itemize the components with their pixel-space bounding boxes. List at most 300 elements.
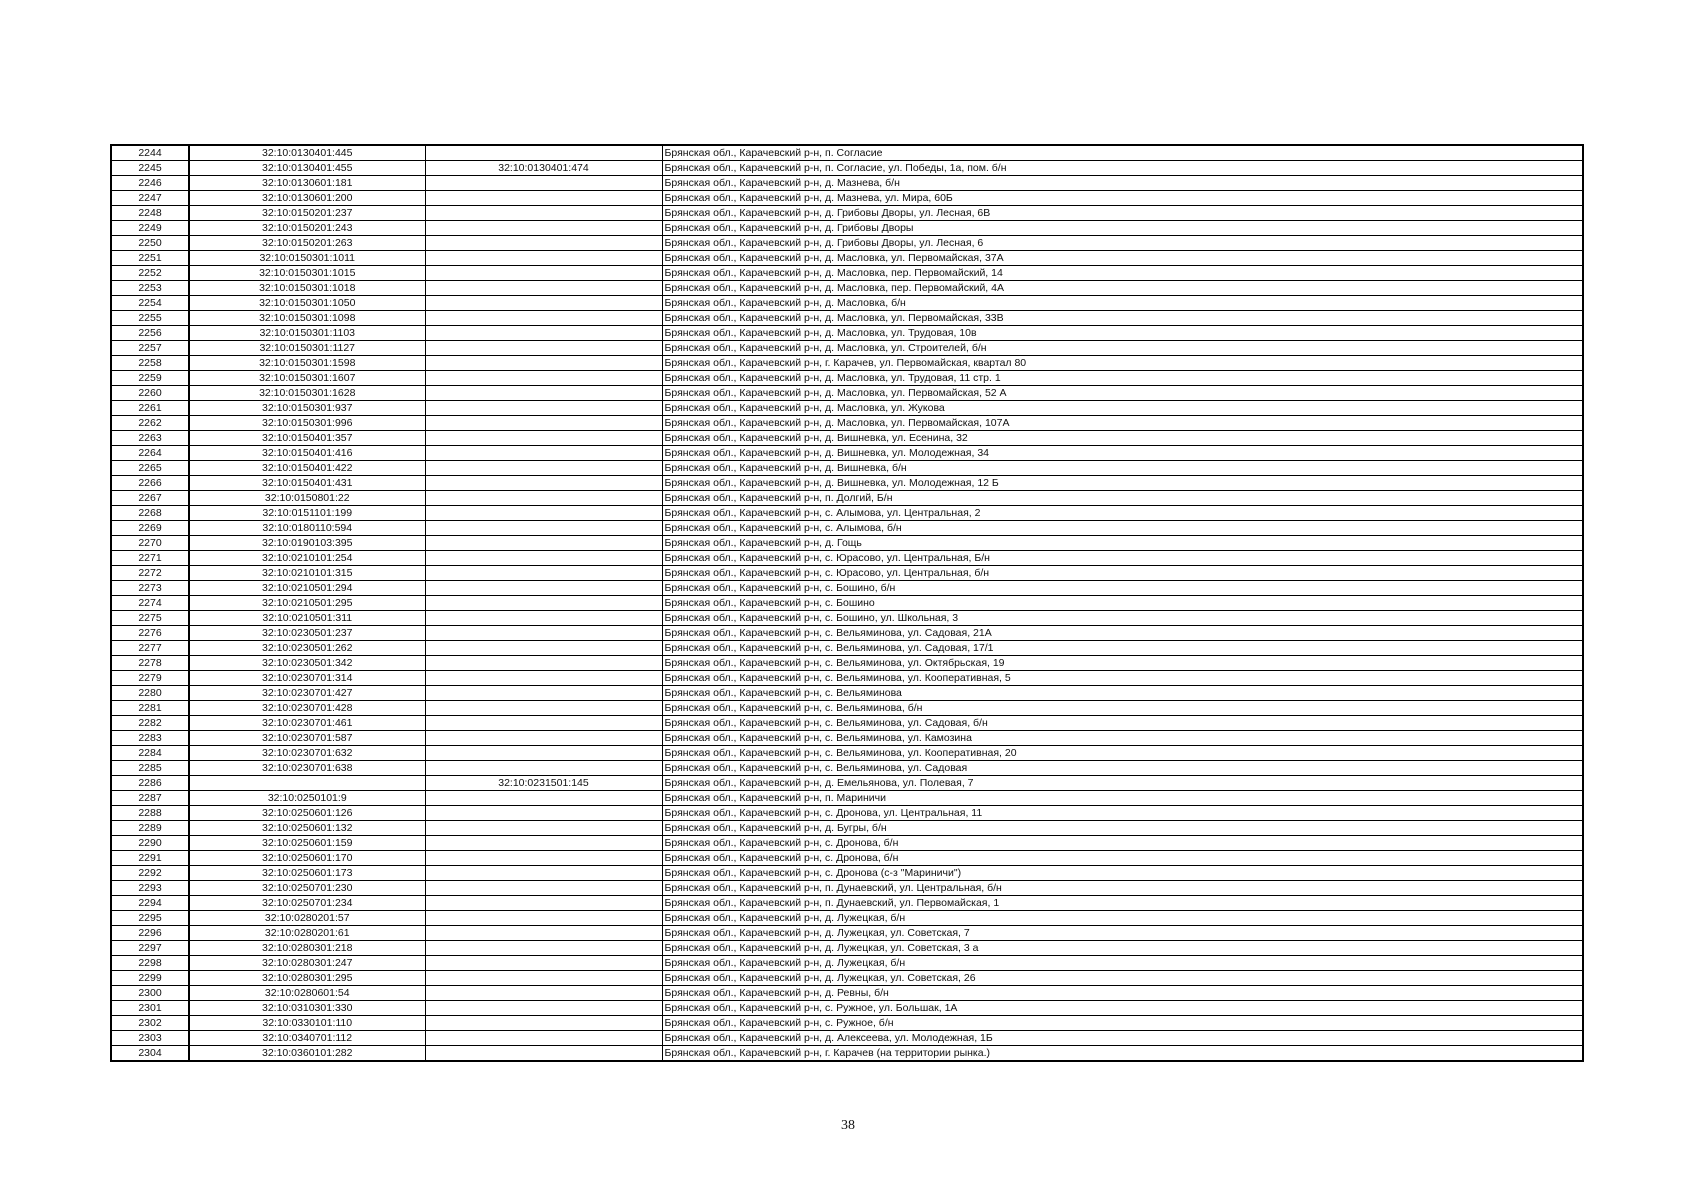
address-cell: Брянская обл., Карачевский р-н, д. Мазнева, б/н <box>662 176 1583 191</box>
table-row <box>111 656 1583 671</box>
address-cell: Брянская обл., Карачевский р-н, д. Лужецкая, б/н <box>662 911 1583 926</box>
address-cell: Брянская обл., Карачевский р-н, д. Бугры, б/н <box>662 821 1583 836</box>
address-cell: Брянская обл., Карачевский р-н, с. Вельяминова, ул. Октябрьская, 19 <box>662 656 1583 671</box>
cadastral-number-cell: 32:10:0150301:937 <box>189 401 425 416</box>
row-number-cell: 2287 <box>111 791 189 806</box>
row-number-cell: 2270 <box>111 536 189 551</box>
related-cadastral-number-cell <box>425 145 662 161</box>
row-number-cell: 2278 <box>111 656 189 671</box>
table-row <box>111 1046 1583 1062</box>
row-number-cell: 2285 <box>111 761 189 776</box>
related-cadastral-number-cell <box>425 551 662 566</box>
related-cadastral-number-cell <box>425 956 662 971</box>
related-cadastral-number-cell <box>425 446 662 461</box>
related-cadastral-number-cell <box>425 671 662 686</box>
address-cell: Брянская обл., Карачевский р-н, г. Карачев (на территории рынка.) <box>662 1046 1583 1062</box>
address-cell: Брянская обл., Карачевский р-н, д. Масловка, ул. Первомайская, 33В <box>662 311 1583 326</box>
related-cadastral-number-cell <box>425 431 662 446</box>
row-number-cell: 2251 <box>111 251 189 266</box>
cadastral-number-cell: 32:10:0150301:1015 <box>189 266 425 281</box>
row-number-cell: 2269 <box>111 521 189 536</box>
table-row <box>111 821 1583 836</box>
cadastral-number-cell: 32:10:0310301:330 <box>189 1001 425 1016</box>
row-number-cell: 2254 <box>111 296 189 311</box>
cadastral-number-cell: 32:10:0130401:445 <box>189 145 425 161</box>
row-number-cell: 2296 <box>111 926 189 941</box>
cadastral-number-cell: 32:10:0360101:282 <box>189 1046 425 1062</box>
row-number-cell: 2265 <box>111 461 189 476</box>
row-number-cell: 2274 <box>111 596 189 611</box>
table-row <box>111 266 1583 281</box>
row-number-cell: 2253 <box>111 281 189 296</box>
row-number-cell: 2297 <box>111 941 189 956</box>
cadastral-number-cell: 32:10:0250601:173 <box>189 866 425 881</box>
address-cell: Брянская обл., Карачевский р-н, п. Согласие, ул. Победы, 1а, пом. б/н <box>662 161 1583 176</box>
cadastral-number-cell: 32:10:0150301:1098 <box>189 311 425 326</box>
row-number-cell: 2304 <box>111 1046 189 1062</box>
row-number-cell: 2280 <box>111 686 189 701</box>
table-row <box>111 371 1583 386</box>
related-cadastral-number-cell: 32:10:0130401:474 <box>425 161 662 176</box>
related-cadastral-number-cell <box>425 191 662 206</box>
row-number-cell: 2282 <box>111 716 189 731</box>
related-cadastral-number-cell <box>425 866 662 881</box>
cadastral-number-cell: 32:10:0210101:315 <box>189 566 425 581</box>
row-number-cell: 2267 <box>111 491 189 506</box>
related-cadastral-number-cell <box>425 326 662 341</box>
registry-table-body <box>111 145 1583 1061</box>
cadastral-number-cell: 32:10:0210501:295 <box>189 596 425 611</box>
row-number-cell: 2290 <box>111 836 189 851</box>
address-cell: Брянская обл., Карачевский р-н, с. Алымова, б/н <box>662 521 1583 536</box>
address-cell: Брянская обл., Карачевский р-н, д. Гощь <box>662 536 1583 551</box>
related-cadastral-number-cell <box>425 491 662 506</box>
related-cadastral-number-cell <box>425 836 662 851</box>
table-row <box>111 491 1583 506</box>
cadastral-number-cell: 32:10:0150301:1103 <box>189 326 425 341</box>
table-row <box>111 806 1583 821</box>
related-cadastral-number-cell <box>425 761 662 776</box>
row-number-cell: 2256 <box>111 326 189 341</box>
address-cell: Брянская обл., Карачевский р-н, д. Масловка, ул. Первомайская, 52 А <box>662 386 1583 401</box>
related-cadastral-number-cell <box>425 281 662 296</box>
table-row <box>111 221 1583 236</box>
related-cadastral-number-cell <box>425 416 662 431</box>
table-row <box>111 641 1583 656</box>
address-cell: Брянская обл., Карачевский р-н, д. Грибовы Дворы, ул. Лесная, 6В <box>662 206 1583 221</box>
address-cell: Брянская обл., Карачевский р-н, д. Масловка, пер. Первомайский, 14 <box>662 266 1583 281</box>
related-cadastral-number-cell <box>425 686 662 701</box>
row-number-cell: 2263 <box>111 431 189 446</box>
address-cell: Брянская обл., Карачевский р-н, п. Согласие <box>662 145 1583 161</box>
row-number-cell: 2249 <box>111 221 189 236</box>
related-cadastral-number-cell <box>425 356 662 371</box>
table-row <box>111 761 1583 776</box>
row-number-cell: 2259 <box>111 371 189 386</box>
cadastral-number-cell: 32:10:0130401:455 <box>189 161 425 176</box>
table-row <box>111 716 1583 731</box>
cadastral-number-cell: 32:10:0250101:9 <box>189 791 425 806</box>
address-cell: Брянская обл., Карачевский р-н, д. Лужецкая, ул. Советская, 26 <box>662 971 1583 986</box>
cadastral-number-cell: 32:10:0190103:395 <box>189 536 425 551</box>
cadastral-number-cell: 32:10:0230701:427 <box>189 686 425 701</box>
table-row <box>111 701 1583 716</box>
address-cell: Брянская обл., Карачевский р-н, с. Дронова (с-з "Мариничи") <box>662 866 1583 881</box>
related-cadastral-number-cell <box>425 506 662 521</box>
table-row <box>111 476 1583 491</box>
address-cell: Брянская обл., Карачевский р-н, д. Масловка, ул. Первомайская, 37А <box>662 251 1583 266</box>
cadastral-number-cell: 32:10:0230701:632 <box>189 746 425 761</box>
address-cell: Брянская обл., Карачевский р-н, с. Дронова, б/н <box>662 836 1583 851</box>
address-cell: Брянская обл., Карачевский р-н, с. Вельяминова <box>662 686 1583 701</box>
cadastral-number-cell: 32:10:0230701:461 <box>189 716 425 731</box>
row-number-cell: 2302 <box>111 1016 189 1031</box>
cadastral-number-cell: 32:10:0130601:200 <box>189 191 425 206</box>
address-cell: Брянская обл., Карачевский р-н, с. Вельяминова, ул. Садовая, 21А <box>662 626 1583 641</box>
related-cadastral-number-cell <box>425 476 662 491</box>
related-cadastral-number-cell <box>425 296 662 311</box>
cadastral-number-cell: 32:10:0130601:181 <box>189 176 425 191</box>
related-cadastral-number-cell <box>425 986 662 1001</box>
page-number: 38 <box>841 1118 855 1133</box>
row-number-cell: 2281 <box>111 701 189 716</box>
cadastral-number-cell: 32:10:0150201:237 <box>189 206 425 221</box>
address-cell: Брянская обл., Карачевский р-н, г. Карачев, ул. Первомайская, квартал 80 <box>662 356 1583 371</box>
related-cadastral-number-cell <box>425 881 662 896</box>
table-row <box>111 311 1583 326</box>
cadastral-number-cell: 32:10:0230701:428 <box>189 701 425 716</box>
table-row <box>111 386 1583 401</box>
related-cadastral-number-cell <box>425 611 662 626</box>
related-cadastral-number-cell <box>425 1001 662 1016</box>
table-row <box>111 251 1583 266</box>
row-number-cell: 2273 <box>111 581 189 596</box>
row-number-cell: 2279 <box>111 671 189 686</box>
row-number-cell: 2246 <box>111 176 189 191</box>
registry-table <box>110 144 1584 1062</box>
address-cell: Брянская обл., Карачевский р-н, с. Юрасово, ул. Центральная, б/н <box>662 566 1583 581</box>
table-row <box>111 791 1583 806</box>
address-cell: Брянская обл., Карачевский р-н, д. Масловка, ул. Жукова <box>662 401 1583 416</box>
row-number-cell: 2301 <box>111 1001 189 1016</box>
row-number-cell: 2247 <box>111 191 189 206</box>
cadastral-number-cell: 32:10:0150401:422 <box>189 461 425 476</box>
address-cell: Брянская обл., Карачевский р-н, с. Вельяминова, б/н <box>662 701 1583 716</box>
related-cadastral-number-cell <box>425 206 662 221</box>
table-row <box>111 836 1583 851</box>
table-row <box>111 866 1583 881</box>
cadastral-number-cell <box>189 776 425 791</box>
address-cell: Брянская обл., Карачевский р-н, п. Дунаевский, ул. Первомайская, 1 <box>662 896 1583 911</box>
address-cell: Брянская обл., Карачевский р-н, с. Вельяминова, ул. Кооперативная, 5 <box>662 671 1583 686</box>
row-number-cell: 2264 <box>111 446 189 461</box>
address-cell: Брянская обл., Карачевский р-н, д. Ревны, б/н <box>662 986 1583 1001</box>
row-number-cell: 2288 <box>111 806 189 821</box>
row-number-cell: 2289 <box>111 821 189 836</box>
address-cell: Брянская обл., Карачевский р-н, п. Мариничи <box>662 791 1583 806</box>
table-row <box>111 206 1583 221</box>
cadastral-number-cell: 32:10:0280601:54 <box>189 986 425 1001</box>
related-cadastral-number-cell <box>425 731 662 746</box>
table-row <box>111 1031 1583 1046</box>
cadastral-number-cell: 32:10:0150301:1011 <box>189 251 425 266</box>
address-cell: Брянская обл., Карачевский р-н, д. Масловка, б/н <box>662 296 1583 311</box>
row-number-cell: 2283 <box>111 731 189 746</box>
related-cadastral-number-cell <box>425 1046 662 1062</box>
related-cadastral-number-cell <box>425 221 662 236</box>
table-row <box>111 356 1583 371</box>
row-number-cell: 2261 <box>111 401 189 416</box>
related-cadastral-number-cell <box>425 461 662 476</box>
address-cell: Брянская обл., Карачевский р-н, д. Мазнева, ул. Мира, 60Б <box>662 191 1583 206</box>
table-row <box>111 461 1583 476</box>
related-cadastral-number-cell <box>425 401 662 416</box>
table-row <box>111 416 1583 431</box>
related-cadastral-number-cell <box>425 311 662 326</box>
address-cell: Брянская обл., Карачевский р-н, с. Вельяминова, ул. Камозина <box>662 731 1583 746</box>
cadastral-number-cell: 32:10:0230701:638 <box>189 761 425 776</box>
related-cadastral-number-cell <box>425 806 662 821</box>
row-number-cell: 2292 <box>111 866 189 881</box>
table-row <box>111 746 1583 761</box>
related-cadastral-number-cell <box>425 386 662 401</box>
table-row <box>111 926 1583 941</box>
address-cell: Брянская обл., Карачевский р-н, д. Масловка, пер. Первомайский, 4А <box>662 281 1583 296</box>
table-row <box>111 566 1583 581</box>
address-cell: Брянская обл., Карачевский р-н, с. Ружное, б/н <box>662 1016 1583 1031</box>
table-row <box>111 956 1583 971</box>
related-cadastral-number-cell <box>425 971 662 986</box>
row-number-cell: 2284 <box>111 746 189 761</box>
address-cell: Брянская обл., Карачевский р-н, с. Бошино <box>662 596 1583 611</box>
table-row <box>111 596 1583 611</box>
address-cell: Брянская обл., Карачевский р-н, п. Долгий, Б/н <box>662 491 1583 506</box>
cadastral-number-cell: 32:10:0150201:243 <box>189 221 425 236</box>
table-row <box>111 551 1583 566</box>
cadastral-number-cell: 32:10:0151101:199 <box>189 506 425 521</box>
row-number-cell: 2266 <box>111 476 189 491</box>
cadastral-number-cell: 32:10:0280201:61 <box>189 926 425 941</box>
cadastral-number-cell: 32:10:0250601:170 <box>189 851 425 866</box>
related-cadastral-number-cell <box>425 371 662 386</box>
cadastral-number-cell: 32:10:0230501:262 <box>189 641 425 656</box>
table-row <box>111 671 1583 686</box>
table-row <box>111 686 1583 701</box>
address-cell: Брянская обл., Карачевский р-н, с. Вельяминова, ул. Садовая <box>662 761 1583 776</box>
cadastral-number-cell: 32:10:0280301:218 <box>189 941 425 956</box>
table-row <box>111 611 1583 626</box>
table-row <box>111 911 1583 926</box>
address-cell: Брянская обл., Карачевский р-н, д. Масловка, ул. Первомайская, 107А <box>662 416 1583 431</box>
address-cell: Брянская обл., Карачевский р-н, д. Емельянова, ул. Полевая, 7 <box>662 776 1583 791</box>
cadastral-number-cell: 32:10:0210501:294 <box>189 581 425 596</box>
address-cell: Брянская обл., Карачевский р-н, с. Вельяминова, ул. Садовая, б/н <box>662 716 1583 731</box>
table-row <box>111 776 1583 791</box>
cadastral-number-cell: 32:10:0280301:247 <box>189 956 425 971</box>
related-cadastral-number-cell <box>425 626 662 641</box>
table-row <box>111 1001 1583 1016</box>
address-cell: Брянская обл., Карачевский р-н, д. Вишневка, ул. Молодежная, 12 Б <box>662 476 1583 491</box>
cadastral-number-cell: 32:10:0210101:254 <box>189 551 425 566</box>
address-cell: Брянская обл., Карачевский р-н, д. Вишневка, ул. Есенина, 32 <box>662 431 1583 446</box>
cadastral-number-cell: 32:10:0250701:234 <box>189 896 425 911</box>
cadastral-number-cell: 32:10:0330101:110 <box>189 1016 425 1031</box>
row-number-cell: 2303 <box>111 1031 189 1046</box>
cadastral-number-cell: 32:10:0150401:431 <box>189 476 425 491</box>
row-number-cell: 2244 <box>111 145 189 161</box>
related-cadastral-number-cell <box>425 941 662 956</box>
cadastral-number-cell: 32:10:0150301:1050 <box>189 296 425 311</box>
related-cadastral-number-cell <box>425 566 662 581</box>
table-row <box>111 971 1583 986</box>
row-number-cell: 2250 <box>111 236 189 251</box>
related-cadastral-number-cell <box>425 266 662 281</box>
cadastral-number-cell: 32:10:0150301:996 <box>189 416 425 431</box>
row-number-cell: 2276 <box>111 626 189 641</box>
row-number-cell: 2275 <box>111 611 189 626</box>
row-number-cell: 2248 <box>111 206 189 221</box>
cadastral-number-cell: 32:10:0150201:263 <box>189 236 425 251</box>
related-cadastral-number-cell <box>425 911 662 926</box>
cadastral-number-cell: 32:10:0230701:314 <box>189 671 425 686</box>
cadastral-number-cell: 32:10:0150301:1607 <box>189 371 425 386</box>
related-cadastral-number-cell: 32:10:0231501:145 <box>425 776 662 791</box>
cadastral-number-cell: 32:10:0250601:132 <box>189 821 425 836</box>
related-cadastral-number-cell <box>425 821 662 836</box>
row-number-cell: 2268 <box>111 506 189 521</box>
cadastral-number-cell: 32:10:0150301:1018 <box>189 281 425 296</box>
table-row <box>111 521 1583 536</box>
address-cell: Брянская обл., Карачевский р-н, д. Масловка, ул. Трудовая, 11 стр. 1 <box>662 371 1583 386</box>
table-row <box>111 145 1583 161</box>
table-row <box>111 986 1583 1001</box>
cadastral-number-cell: 32:10:0250601:126 <box>189 806 425 821</box>
related-cadastral-number-cell <box>425 791 662 806</box>
cadastral-number-cell: 32:10:0150401:416 <box>189 446 425 461</box>
cadastral-number-cell: 32:10:0210501:311 <box>189 611 425 626</box>
table-row <box>111 1016 1583 1031</box>
address-cell: Брянская обл., Карачевский р-н, с. Дронова, ул. Центральная, 11 <box>662 806 1583 821</box>
related-cadastral-number-cell <box>425 641 662 656</box>
table-row <box>111 281 1583 296</box>
cadastral-number-cell: 32:10:0230501:237 <box>189 626 425 641</box>
related-cadastral-number-cell <box>425 926 662 941</box>
row-number-cell: 2245 <box>111 161 189 176</box>
table-row <box>111 626 1583 641</box>
address-cell: Брянская обл., Карачевский р-н, д. Грибовы Дворы <box>662 221 1583 236</box>
row-number-cell: 2293 <box>111 881 189 896</box>
row-number-cell: 2260 <box>111 386 189 401</box>
cadastral-number-cell: 32:10:0150301:1628 <box>189 386 425 401</box>
address-cell: Брянская обл., Карачевский р-н, с. Дронова, б/н <box>662 851 1583 866</box>
address-cell: Брянская обл., Карачевский р-н, с. Бошино, ул. Школьная, 3 <box>662 611 1583 626</box>
related-cadastral-number-cell <box>425 596 662 611</box>
address-cell: Брянская обл., Карачевский р-н, д. Лужецкая, б/н <box>662 956 1583 971</box>
related-cadastral-number-cell <box>425 656 662 671</box>
related-cadastral-number-cell <box>425 716 662 731</box>
cadastral-number-cell: 32:10:0150801:22 <box>189 491 425 506</box>
row-number-cell: 2291 <box>111 851 189 866</box>
table-row <box>111 896 1583 911</box>
related-cadastral-number-cell <box>425 251 662 266</box>
table-row <box>111 446 1583 461</box>
table-row <box>111 161 1583 176</box>
table-row <box>111 536 1583 551</box>
table-row <box>111 296 1583 311</box>
related-cadastral-number-cell <box>425 536 662 551</box>
row-number-cell: 2258 <box>111 356 189 371</box>
table-row <box>111 191 1583 206</box>
table-row <box>111 326 1583 341</box>
cadastral-number-cell: 32:10:0280201:57 <box>189 911 425 926</box>
address-cell: Брянская обл., Карачевский р-н, д. Вишневка, б/н <box>662 461 1583 476</box>
related-cadastral-number-cell <box>425 746 662 761</box>
row-number-cell: 2294 <box>111 896 189 911</box>
related-cadastral-number-cell <box>425 851 662 866</box>
cadastral-number-cell: 32:10:0250601:159 <box>189 836 425 851</box>
table-row <box>111 401 1583 416</box>
cadastral-number-cell: 32:10:0150301:1598 <box>189 356 425 371</box>
table-row <box>111 881 1583 896</box>
address-cell: Брянская обл., Карачевский р-н, с. Алымова, ул. Центральная, 2 <box>662 506 1583 521</box>
table-row <box>111 236 1583 251</box>
related-cadastral-number-cell <box>425 341 662 356</box>
row-number-cell: 2299 <box>111 971 189 986</box>
row-number-cell: 2300 <box>111 986 189 1001</box>
address-cell: Брянская обл., Карачевский р-н, д. Грибовы Дворы, ул. Лесная, 6 <box>662 236 1583 251</box>
related-cadastral-number-cell <box>425 236 662 251</box>
address-cell: Брянская обл., Карачевский р-н, с. Юрасово, ул. Центральная, Б/н <box>662 551 1583 566</box>
cadastral-number-cell: 32:10:0180110:594 <box>189 521 425 536</box>
row-number-cell: 2277 <box>111 641 189 656</box>
cadastral-number-cell: 32:10:0230701:587 <box>189 731 425 746</box>
row-number-cell: 2271 <box>111 551 189 566</box>
cadastral-number-cell: 32:10:0250701:230 <box>189 881 425 896</box>
cadastral-number-cell: 32:10:0280301:295 <box>189 971 425 986</box>
table-row <box>111 581 1583 596</box>
related-cadastral-number-cell <box>425 1031 662 1046</box>
related-cadastral-number-cell <box>425 581 662 596</box>
address-cell: Брянская обл., Карачевский р-н, д. Лужецкая, ул. Советская, 3 а <box>662 941 1583 956</box>
row-number-cell: 2257 <box>111 341 189 356</box>
row-number-cell: 2255 <box>111 311 189 326</box>
table-row <box>111 431 1583 446</box>
table-row <box>111 851 1583 866</box>
cadastral-number-cell: 32:10:0150401:357 <box>189 431 425 446</box>
table-row <box>111 176 1583 191</box>
row-number-cell: 2252 <box>111 266 189 281</box>
cadastral-number-cell: 32:10:0230501:342 <box>189 656 425 671</box>
table-row <box>111 731 1583 746</box>
cadastral-number-cell: 32:10:0340701:112 <box>189 1031 425 1046</box>
address-cell: Брянская обл., Карачевский р-н, с. Вельяминова, ул. Садовая, 17/1 <box>662 641 1583 656</box>
table-row <box>111 506 1583 521</box>
related-cadastral-number-cell <box>425 521 662 536</box>
address-cell: Брянская обл., Карачевский р-н, д. Вишневка, ул. Молодежная, 34 <box>662 446 1583 461</box>
address-cell: Брянская обл., Карачевский р-н, п. Дунаевский, ул. Центральная, б/н <box>662 881 1583 896</box>
address-cell: Брянская обл., Карачевский р-н, д. Алексеева, ул. Молодежная, 1Б <box>662 1031 1583 1046</box>
related-cadastral-number-cell <box>425 1016 662 1031</box>
row-number-cell: 2298 <box>111 956 189 971</box>
address-cell: Брянская обл., Карачевский р-н, с. Вельяминова, ул. Кооперативная, 20 <box>662 746 1583 761</box>
related-cadastral-number-cell <box>425 176 662 191</box>
row-number-cell: 2262 <box>111 416 189 431</box>
address-cell: Брянская обл., Карачевский р-н, с. Бошино, б/н <box>662 581 1583 596</box>
address-cell: Брянская обл., Карачевский р-н, д. Масловка, ул. Строителей, б/н <box>662 341 1583 356</box>
row-number-cell: 2295 <box>111 911 189 926</box>
related-cadastral-number-cell <box>425 896 662 911</box>
address-cell: Брянская обл., Карачевский р-н, д. Масловка, ул. Трудовая, 10в <box>662 326 1583 341</box>
